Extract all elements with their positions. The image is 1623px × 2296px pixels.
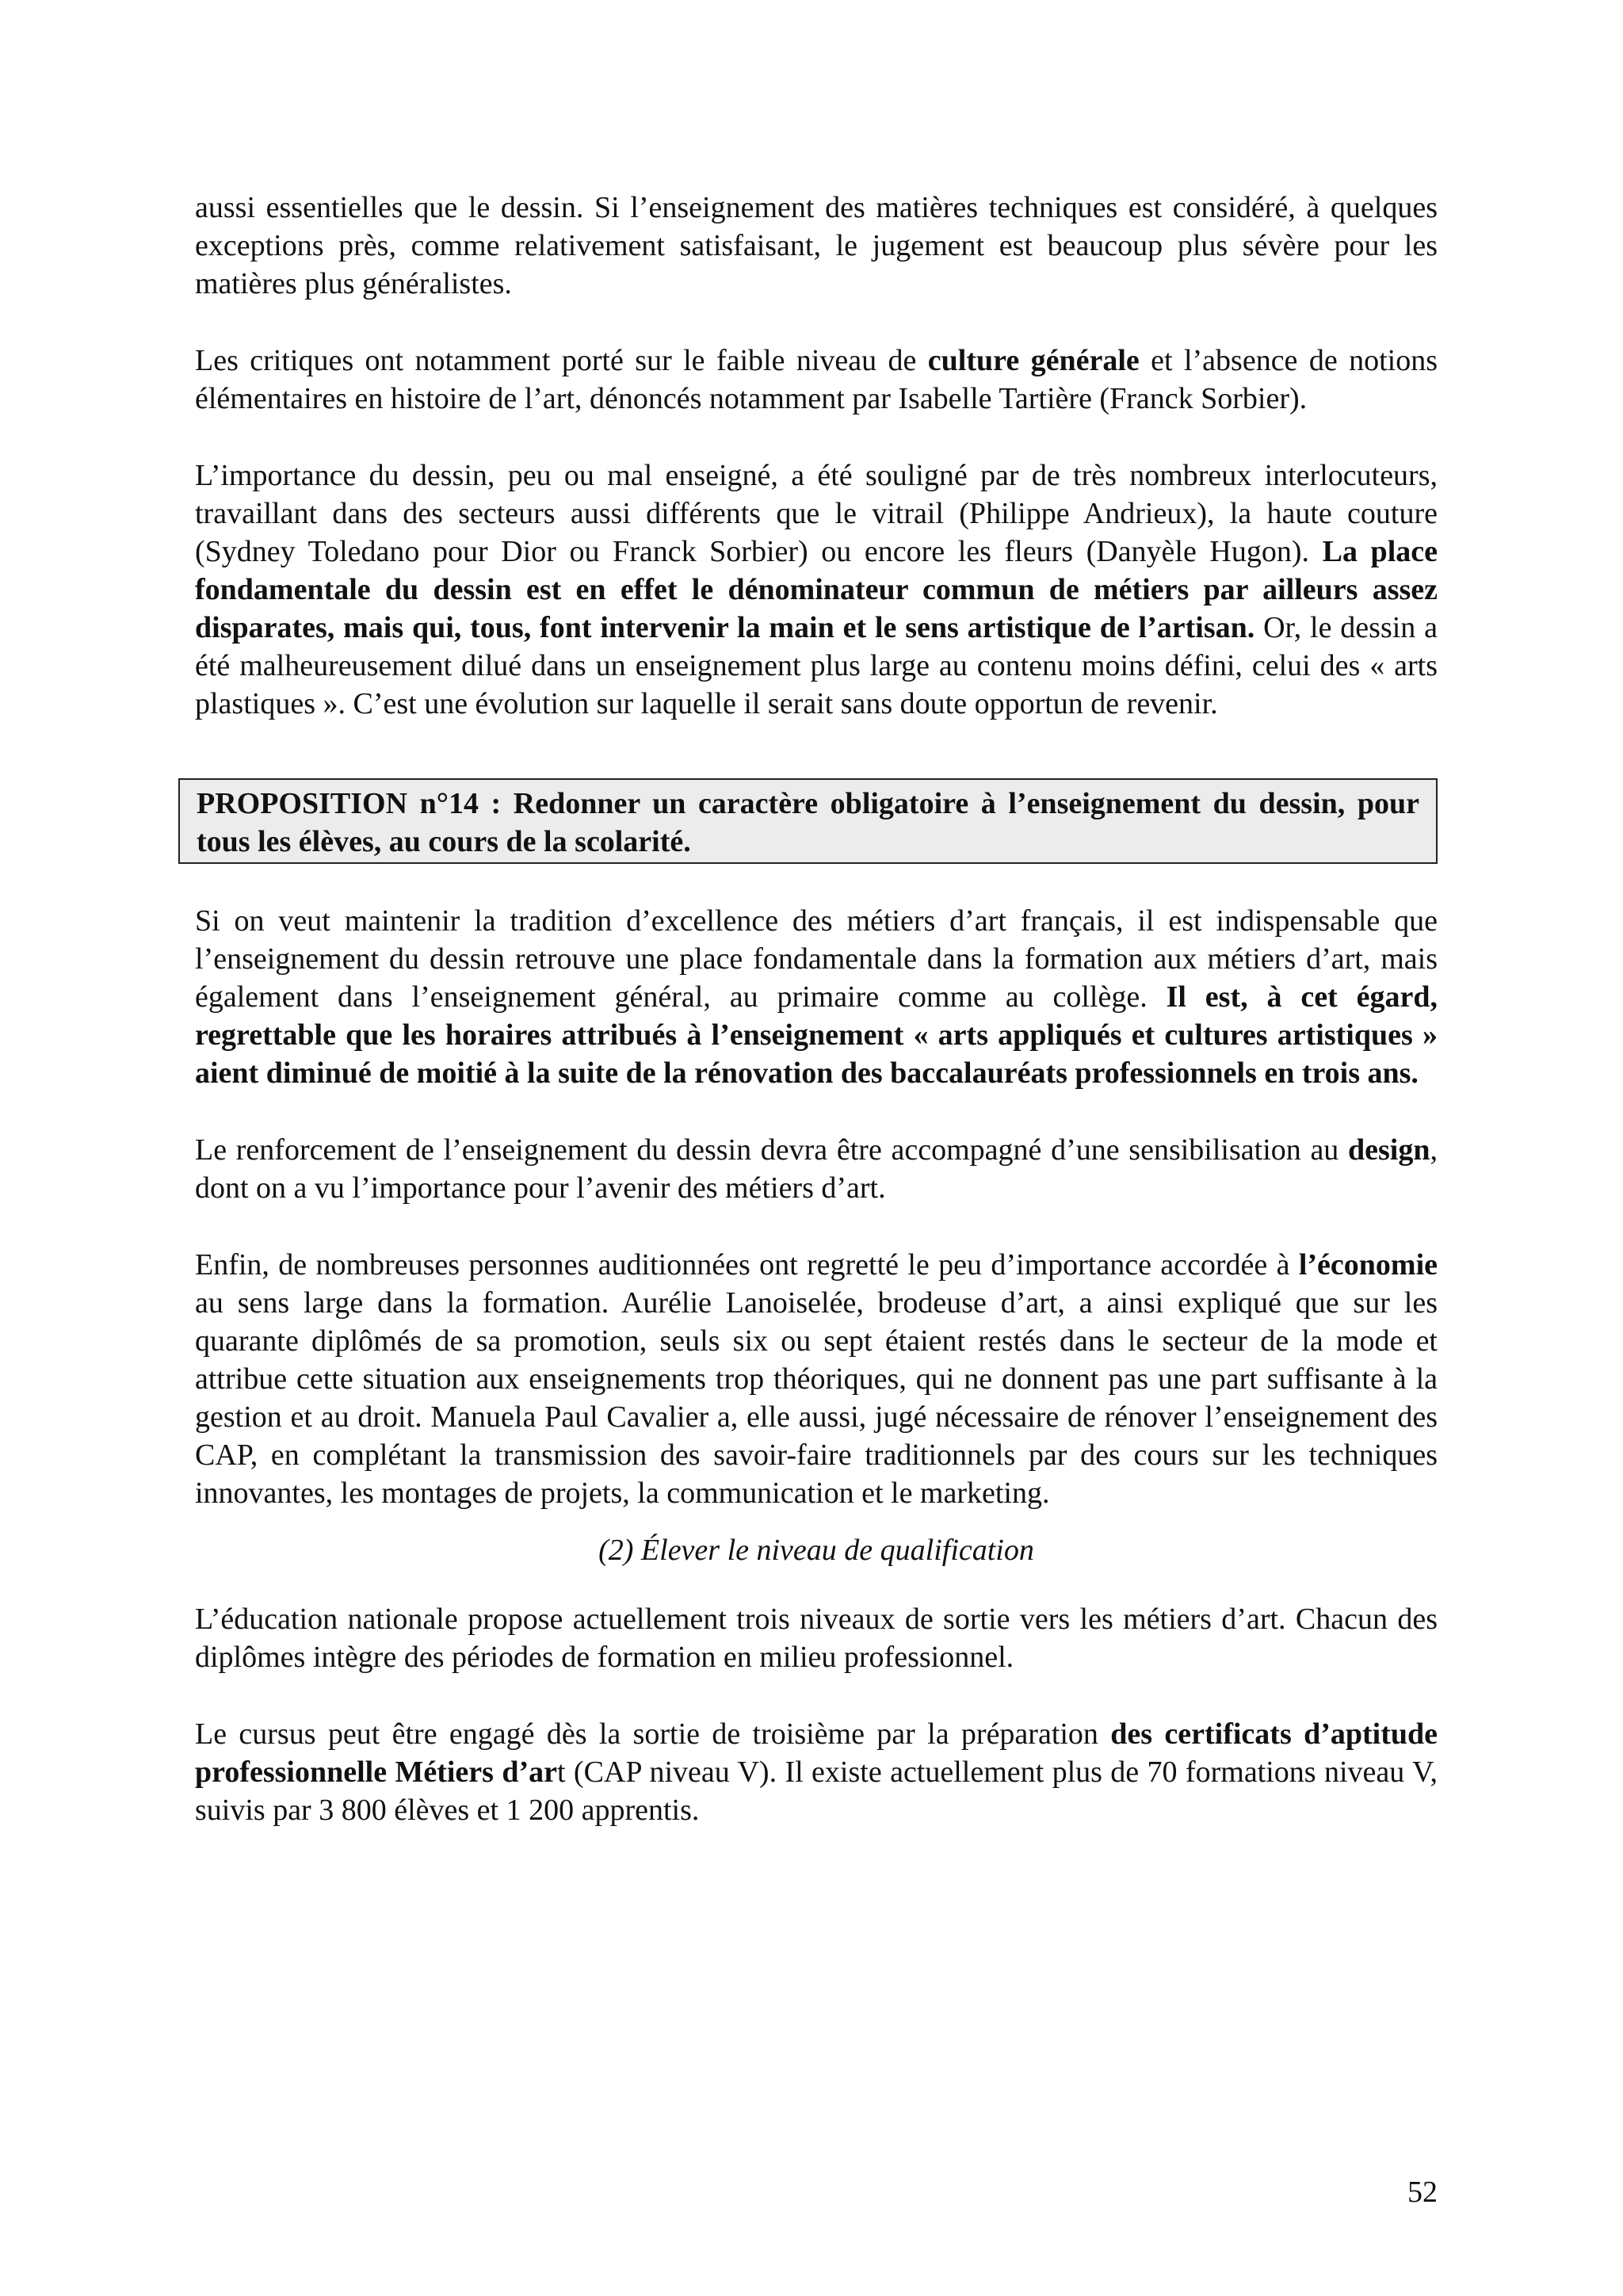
paragraph-4 [195, 902, 1438, 1092]
paragraph-8-text-c: t (CAP niveau V). Il existe actuellement plus de 70 formations niveau V, suivis par 3 800 élèves et 1 200 apprentis. [195, 1755, 1438, 1827]
paragraph-6 [195, 1246, 1438, 1512]
page-body [195, 189, 1438, 1868]
paragraph-5 [195, 1131, 1438, 1207]
paragraph-2-text-c: et l’absence de notions élémentaires en histoire de l’art, dénoncés notamment par Isabelle Tartière (Franck Sorbier). [195, 344, 1438, 415]
paragraph-2-bold: culture générale [927, 344, 1140, 377]
paragraph-4-text-a: Si on veut maintenir la tradition d’excellence des métiers d’art français, il est indispensable que l’enseignement du dessin retrouve une place fondamentale dans la formation aux métiers d’art, mais également dans l’enseignement général, au primaire comme au collège. [195, 904, 1438, 1014]
paragraph-6-bold: l’économie [1298, 1248, 1438, 1282]
paragraph-8-bold: des certificats d’aptitude professionnelle Métiers d’ar [195, 1717, 1438, 1789]
paragraph-3-bold: La place fondamentale du dessin est en effet le dénominateur commun de métiers par ailleurs assez disparates, mais qui, tous, font intervenir la main et le sens artistique de l’artisan. [195, 535, 1438, 644]
paragraph-5-text-a: Le renforcement de l’enseignement du dessin devra être accompagné d’une sensibilisation au [195, 1133, 1349, 1167]
page-number: 52 [1407, 2176, 1438, 2209]
paragraph-3-text-c: Or, le dessin a été malheureusement dilué dans un enseignement plus large au contenu moins défini, celui des « arts plastiques ». C’est une évolution sur laquelle il serait sans doute opportun de revenir. [195, 611, 1438, 720]
paragraph-2-text-a: Les critiques ont notamment porté sur le faible niveau de [195, 344, 928, 377]
paragraph-5-bold: design [1348, 1133, 1430, 1167]
paragraph-3-text-a: L’importance du dessin, peu ou mal enseigné, a été souligné par de très nombreux interlocuteurs, travaillant dans des secteurs aussi différents que le vitrail (Philippe Andrieux), la haute couture (Sydney Toledano pour Dior ou Franck Sorbier) ou encore les fleurs (Danyèle Hugon). [195, 459, 1438, 568]
paragraph-8-text-a: Le cursus peut être engagé dès la sortie de troisième par la préparation [195, 1717, 1111, 1751]
paragraph-3 [195, 457, 1438, 723]
paragraph-8 [195, 1715, 1438, 1829]
paragraph-2 [195, 342, 1438, 418]
paragraph-6-text-c: au sens large dans la formation. Aurélie Lanoiselée, brodeuse d’art, a ainsi expliqué que sur les quarante diplômés de sa promotion, seuls six ou sept étaient restés dans le secteur de la mode et attribue cette situation aux enseignements trop théoriques, qui ne donnent pas une part suffisante à la gestion et au droit. Manuela Paul Cavalier a, elle aussi, jugé nécessaire de rénover l’enseignement des CAP, en complétant la transmission des savoir-faire traditionnels par des cours sur les techniques innovantes, les montages de projets, la communication et le marketing. [195, 1286, 1438, 1510]
paragraph-1: aussi essentielles que le dessin. Si l’enseignement des matières techniques est considéré, à quelques exceptions près, comme relativement satisfaisant, le jugement est beaucoup plus sévère pour les matières plus généralistes. [195, 191, 1438, 300]
paragraph-4-bold: Il est, à cet égard, regrettable que les horaires attribués à l’enseignement « arts appliqués et cultures artistiques » aient diminué de moitié à la suite de la rénovation des baccalauréats professionnels en trois ans. [195, 980, 1438, 1090]
paragraph-5-text-c: , dont on a vu l’importance pour l’avenir des métiers d’art. [195, 1133, 1438, 1205]
section-heading: (2) Élever le niveau de qualification [598, 1534, 1034, 1567]
paragraph-7: L’éducation nationale propose actuellement trois niveaux de sortie vers les métiers d’art. Chacun des diplômes intègre des périodes de formation en milieu professionnel. [195, 1603, 1438, 1674]
proposition-box: PROPOSITION n°14 : Redonner un caractère obligatoire à l’enseignement du dessin, pour tous les élèves, au cours de la scolarité. [178, 778, 1438, 864]
paragraph-6-text-a: Enfin, de nombreuses personnes auditionnées ont regretté le peu d’importance accordée à [195, 1248, 1299, 1282]
